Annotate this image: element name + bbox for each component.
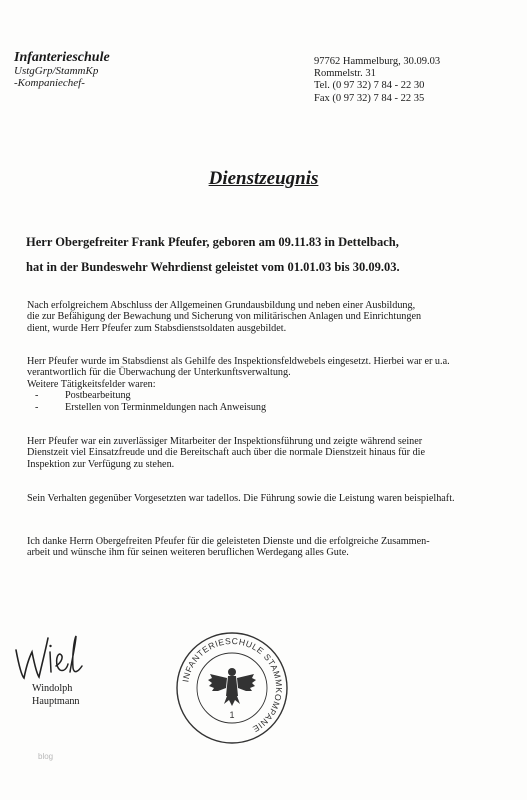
- paragraph-duties: [27, 356, 450, 413]
- paragraph-training: [27, 300, 421, 334]
- text-line: Inspektion zur Verfügung zu stehen.: [27, 458, 175, 470]
- seal-number: 1: [229, 710, 235, 720]
- list-bullet: -: [35, 401, 39, 413]
- list-item: [27, 390, 450, 401]
- sender-unit: UstgGrp/StammKp: [14, 65, 99, 77]
- place-date: 97762 Hammelburg, 30.09.03: [314, 56, 441, 67]
- signer-name: Windolph: [32, 683, 73, 694]
- task-list: [27, 390, 450, 413]
- document-title: Dienstzeugnis: [208, 168, 319, 189]
- fax: Fax (0 97 32) 7 84 - 22 35: [314, 92, 425, 104]
- intro-block: [26, 230, 400, 280]
- text-line: Weitere Tätigkeitsfelder waren:: [27, 378, 156, 390]
- official-seal-icon: [174, 630, 290, 746]
- telephone: Tel. (0 97 32) 7 84 - 22 30: [314, 80, 425, 92]
- watermark: blog: [38, 752, 54, 761]
- intro-line-1: Herr Obergefreiter Frank Pfeufer, geboren am 09.11.83 in Dettelbach,: [26, 235, 399, 249]
- list-item-text: Postbearbeitung: [65, 390, 131, 402]
- sender-role: -Kompaniechef-: [14, 77, 85, 89]
- list-bullet: -: [35, 390, 39, 402]
- intro-line-2: hat in der Bundeswehr Wehrdienst geleistet vom 01.01.03 bis 30.09.03.: [26, 260, 400, 274]
- address-block: [314, 56, 440, 105]
- signer-rank: Hauptmann: [32, 696, 80, 707]
- svg-text:INFANTERIESCHULE STAMMKOMPANIE: INFANTERIESCHULE STAMMKOMPANIE: [180, 635, 285, 735]
- eagle-icon: [208, 668, 256, 706]
- text-line: die zur Befähigung der Bewachung und Sicherung von militärischen Anlagen und Einrichtungen: [27, 311, 422, 323]
- signer-block: [32, 682, 80, 708]
- paragraph-conduct: [27, 493, 455, 504]
- list-item: [27, 402, 450, 413]
- handwritten-signature: [10, 632, 90, 682]
- sender-block: [14, 50, 110, 89]
- text-line: Sein Verhalten gegenüber Vorgesetzten war tadellos. Die Führung sowie die Leistung waren beispielhaft.: [27, 493, 455, 504]
- text-line: arbeit und wünsche ihm für seinen weiteren beruflichen Werdegang alles Gute.: [27, 547, 349, 559]
- text-line: Ich danke Herrn Obergefreiten Pfeufer für die geleisteten Dienste und die erfolgreiche Zusammen-: [27, 536, 430, 547]
- text-line: Dienstzeit viel Einsatzfreude und die Bereitschaft auch über die normale Dienstzeit hinaus für die: [27, 447, 426, 459]
- text-line: Nach erfolgreichem Abschluss der Allgemeinen Grundausbildung und neben einer Ausbildung,: [27, 300, 416, 311]
- text-line: verantwortlich für die Überwachung der Unterkunftsverwaltung.: [27, 367, 291, 379]
- text-line: Herr Pfeufer wurde im Stabsdienst als Gehilfe des Inspektionsfeldwebels eingesetzt. Hierbei war er u.a.: [27, 356, 450, 367]
- paragraph-closing: [27, 536, 430, 559]
- text-line: Herr Pfeufer war ein zuverlässiger Mitarbeiter der Inspektionsführung und zeigte während seiner: [27, 436, 423, 447]
- list-item-text: Erstellen von Terminmeldungen nach Anweisung: [65, 401, 267, 413]
- street: Rommelstr. 31: [314, 68, 376, 80]
- paragraph-assessment: [27, 436, 425, 470]
- text-line: dient, wurde Herr Pfeufer zum Stabsdienstsoldaten ausgebildet.: [27, 322, 287, 334]
- sender-org: Infanterieschule: [14, 50, 110, 65]
